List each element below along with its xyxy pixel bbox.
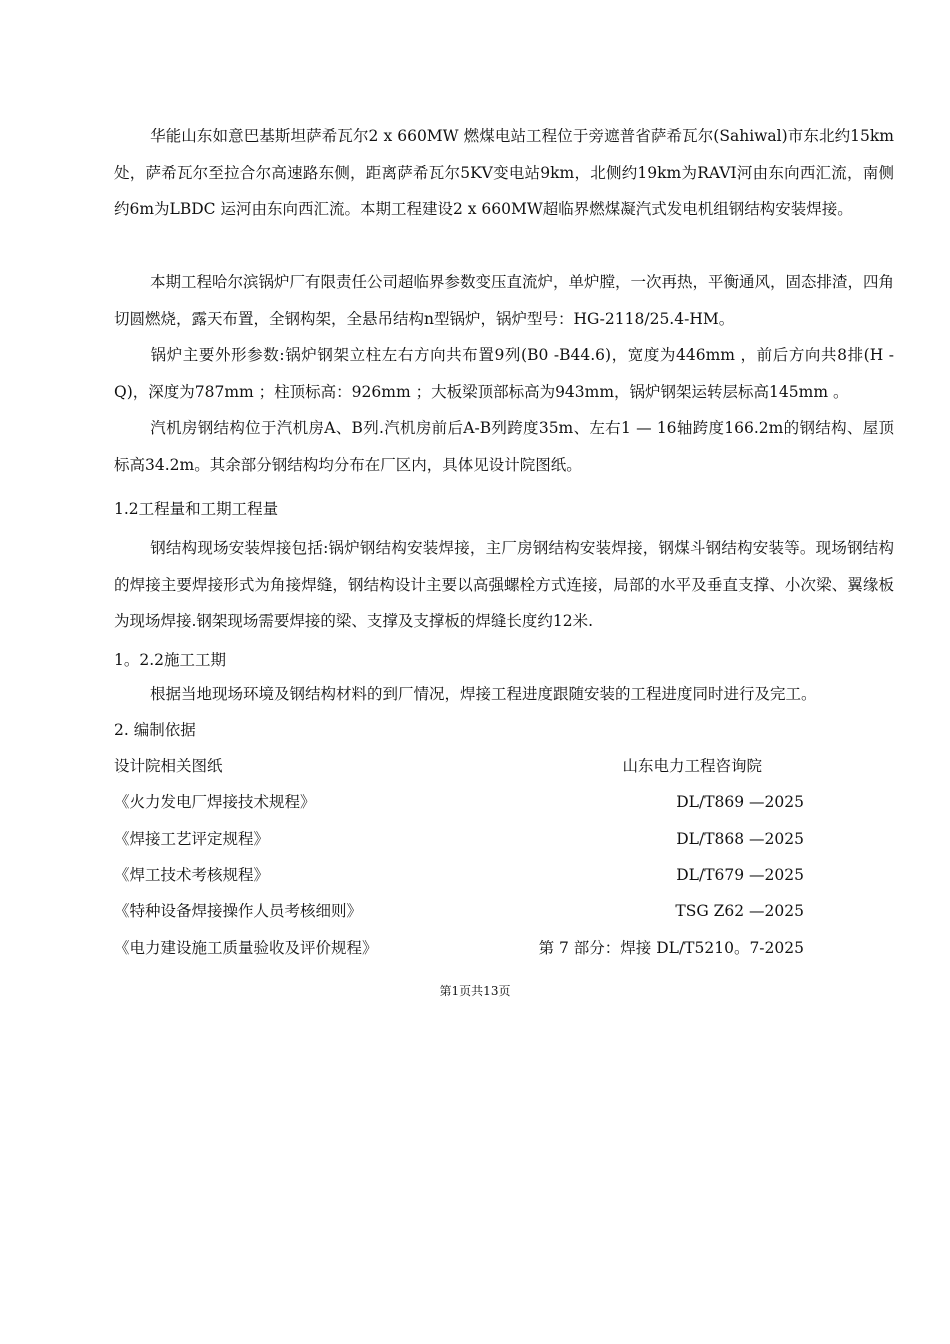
paragraph-welding-scope bbox=[114, 530, 894, 640]
paragraph-schedule bbox=[114, 676, 894, 713]
reference-name: 《焊工技术考核规程》 bbox=[114, 866, 270, 884]
heading-basis: 2. 编制依据 bbox=[114, 721, 196, 739]
paragraph-boiler-description bbox=[114, 264, 894, 337]
reference-row bbox=[114, 936, 804, 960]
paragraph-text: 锅炉主要外形参数:锅炉钢架立柱左右方向共布置9列(B0 -B44.6)，宽度为446mm ，前后方向共8排(H -Q)，深度为787mm ；柱顶标高：926mm ；大板梁顶部标高为943mm，锅炉钢架运转层标高145mm 。 bbox=[114, 346, 894, 401]
reference-code: DL/T869 —2025 bbox=[676, 793, 804, 811]
paragraph-text: 汽机房钢结构位于汽机房A、B列.汽机房前后A-B列跨度35m、左右1 — 16轴跨度166.2m的钢结构、屋顶标高34.2m。其余部分钢结构均分布在厂区内，具体见设计院图纸。 bbox=[114, 419, 894, 474]
reference-name: 设计院相关图纸 bbox=[114, 757, 223, 775]
heading-work-scope: 1.2工程量和工期工程量 bbox=[114, 500, 279, 518]
paragraph-boiler-parameters bbox=[114, 337, 894, 410]
paragraph-project-location bbox=[114, 118, 894, 228]
reference-name: 《电力建设施工质量验收及评价规程》 bbox=[114, 939, 378, 957]
reference-row bbox=[114, 790, 804, 814]
reference-name: 《特种设备焊接操作人员考核细则》 bbox=[114, 902, 363, 920]
paragraph-text: 本期工程哈尔滨锅炉厂有限责任公司超临界参数变压直流炉，单炉膛，一次再热，平衡通风，固态排渣，四角切圆燃烧，露天布置，全钢构架，全悬吊结构n型锅炉，锅炉型号：HG-2118/25.4-HM。 bbox=[114, 273, 895, 328]
paragraph-text: 钢结构现场安装焊接包括:锅炉钢结构安装焊接，主厂房钢结构安装焊接，钢煤斗钢结构安装等。现场钢结构的焊接主要焊接形式为角接焊缝，钢结构设计主要以高强螺栓方式连接，局部的水平及垂直支撑、小次梁、翼缘板为现场焊接.钢架现场需要焊接的梁、支撑及支撑板的焊缝长度约12米. bbox=[114, 539, 894, 630]
reference-code: 第 7 部分：焊接 DL/T5210。7-2025 bbox=[538, 939, 804, 957]
paragraph-text: 根据当地现场环境及钢结构材料的到厂情况，焊接工程进度跟随安装的工程进度同时进行及完工。 bbox=[150, 685, 817, 703]
reference-code: DL/T868 —2025 bbox=[676, 830, 804, 848]
reference-name: 《焊接工艺评定规程》 bbox=[114, 830, 270, 848]
paragraph-text: 华能山东如意巴基斯坦萨希瓦尔2 x 660MW 燃煤电站工程位于旁遮普省萨希瓦尔(Sahiwal)市东北约15km处，萨希瓦尔至拉合尔高速路东侧，距离萨希瓦尔5KV变电站9km，北侧约19km为RAVI河由东向西汇流，南侧约6m为LBDC 运河由东向西汇流。本期工程建设2 x 660MW超临界燃煤凝汽式发电机组钢结构安装焊接。 bbox=[114, 127, 894, 218]
page-footer: 第1页共13页 bbox=[439, 984, 511, 998]
reference-row bbox=[114, 754, 804, 778]
reference-row bbox=[114, 899, 804, 923]
reference-name: 《火力发电厂焊接技术规程》 bbox=[114, 793, 316, 811]
reference-code: 山东电力工程咨询院 bbox=[622, 757, 762, 775]
reference-code: DL/T679 —2025 bbox=[676, 866, 804, 884]
reference-row bbox=[114, 827, 804, 851]
reference-row bbox=[114, 863, 804, 887]
heading-schedule: 1。2.2施工工期 bbox=[114, 651, 227, 669]
paragraph-turbine-house bbox=[114, 410, 894, 483]
reference-code: TSG Z62 —2025 bbox=[675, 902, 804, 920]
